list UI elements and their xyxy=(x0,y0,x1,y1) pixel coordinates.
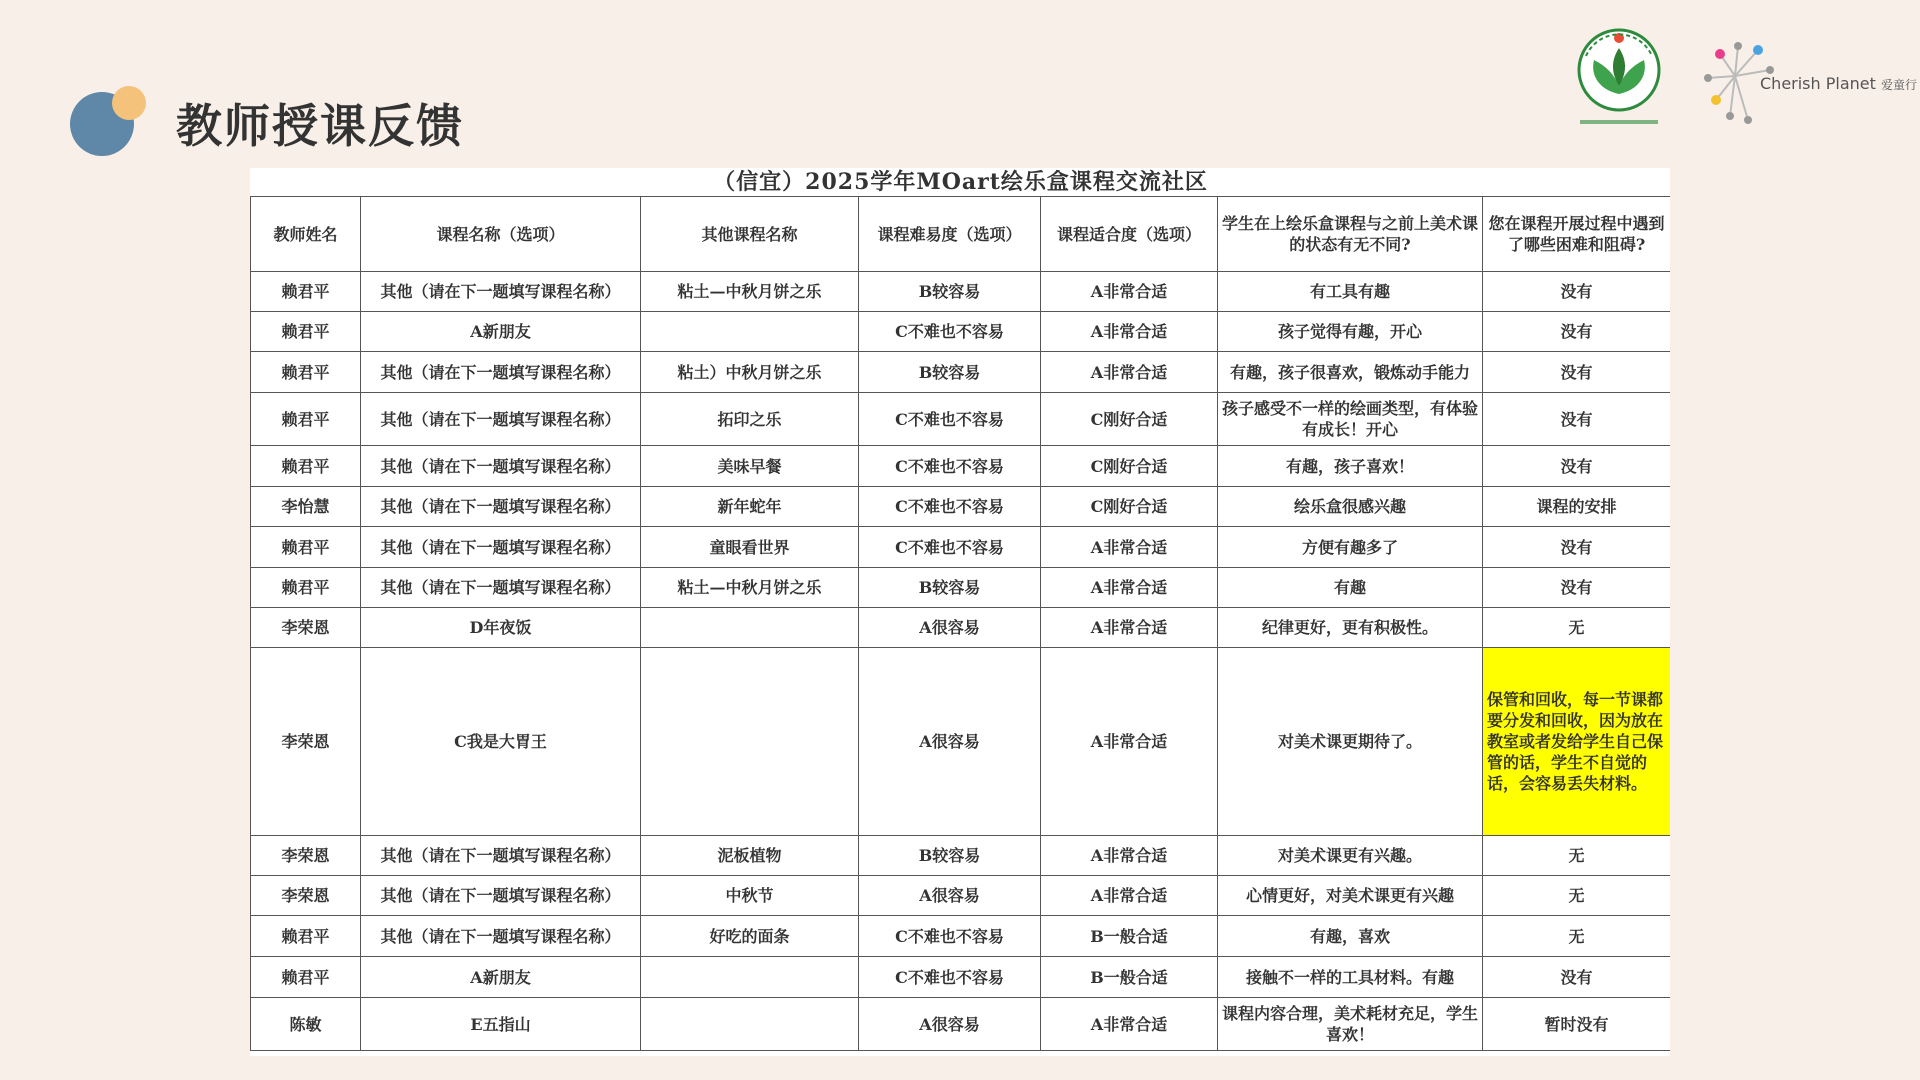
table-cell: 其他（请在下一题填写课程名称） xyxy=(361,272,641,312)
table-cell: B较容易 xyxy=(859,568,1041,608)
table-cell: 没有 xyxy=(1483,527,1671,568)
table-cell: B较容易 xyxy=(859,836,1041,876)
table-cell: A非常合适 xyxy=(1041,998,1218,1051)
table-cell: 好吃的面条 xyxy=(641,916,859,957)
table-cell: A很容易 xyxy=(859,876,1041,916)
table-cell: 李荣恩 xyxy=(251,608,361,648)
table-cell: A非常合适 xyxy=(1041,527,1218,568)
table-cell: C不难也不容易 xyxy=(859,916,1041,957)
table-cell: 其他（请在下一题填写课程名称） xyxy=(361,876,641,916)
table-cell: 无 xyxy=(1483,916,1671,957)
table-cell: C不难也不容易 xyxy=(859,312,1041,352)
table-body xyxy=(251,272,1671,1051)
table-cell: 其他（请在下一题填写课程名称） xyxy=(361,393,641,446)
table-cell: C不难也不容易 xyxy=(859,487,1041,527)
table-row xyxy=(251,876,1671,916)
table-caption: （信宜）2025学年MOart绘乐盒课程交流社区 xyxy=(251,168,1671,197)
table-cell: 美味早餐 xyxy=(641,446,859,487)
table-cell: 中秋节 xyxy=(641,876,859,916)
table-cell: A新朋友 xyxy=(361,957,641,998)
table-cell: 赖君平 xyxy=(251,446,361,487)
table-cell: 李荣恩 xyxy=(251,876,361,916)
table-cell: 没有 xyxy=(1483,446,1671,487)
table-cell: 其他（请在下一题填写课程名称） xyxy=(361,487,641,527)
table-cell: C不难也不容易 xyxy=(859,446,1041,487)
table-cell: C刚好合适 xyxy=(1041,487,1218,527)
table-cell: 没有 xyxy=(1483,312,1671,352)
table-cell: 其他（请在下一题填写课程名称） xyxy=(361,527,641,568)
table-cell xyxy=(641,998,859,1051)
table-cell: 其他（请在下一题填写课程名称） xyxy=(361,446,641,487)
table-cell: 李荣恩 xyxy=(251,836,361,876)
table-cell: 绘乐盒很感兴趣 xyxy=(1218,487,1483,527)
cherish-planet-name-cn: 爱童行 xyxy=(1881,78,1918,92)
table-cell: 无 xyxy=(1483,608,1671,648)
table-cell: B较容易 xyxy=(859,352,1041,393)
table-cell: D年夜饭 xyxy=(361,608,641,648)
table-cell: A非常合适 xyxy=(1041,876,1218,916)
table-cell: 方便有趣多了 xyxy=(1218,527,1483,568)
table-cell xyxy=(641,957,859,998)
table-cell: 赖君平 xyxy=(251,393,361,446)
table-cell: 童眼看世界 xyxy=(641,527,859,568)
table-cell: A非常合适 xyxy=(1041,312,1218,352)
table-cell: 有工具有趣 xyxy=(1218,272,1483,312)
table-cell xyxy=(641,312,859,352)
table-cell: C不难也不容易 xyxy=(859,393,1041,446)
table-row xyxy=(251,916,1671,957)
page-title: 教师授课反馈 xyxy=(176,99,464,153)
table-cell: A非常合适 xyxy=(1041,272,1218,312)
table-cell: 有趣 xyxy=(1218,568,1483,608)
table-cell: 没有 xyxy=(1483,272,1671,312)
table-cell: C不难也不容易 xyxy=(859,957,1041,998)
cherish-planet-wordmark xyxy=(1760,74,1917,93)
table-cell: 接触不一样的工具材料。有趣 xyxy=(1218,957,1483,998)
column-header: 您在课程开展过程中遇到了哪些困难和阻碍? xyxy=(1483,197,1671,272)
table-row xyxy=(251,272,1671,312)
table-cell: B较容易 xyxy=(859,272,1041,312)
table-cell: 泥板植物 xyxy=(641,836,859,876)
table-cell: 课程内容合理，美术耗材充足，学生喜欢！ xyxy=(1218,998,1483,1051)
table-cell: A非常合适 xyxy=(1041,568,1218,608)
table-cell: 无 xyxy=(1483,836,1671,876)
table-row xyxy=(251,836,1671,876)
table-cell: 粘土—中秋月饼之乐 xyxy=(641,272,859,312)
feedback-table-container xyxy=(250,168,1670,1056)
table-cell: 孩子感受不一样的绘画类型，有体验有成长！开心 xyxy=(1218,393,1483,446)
feedback-table xyxy=(250,168,1670,1051)
table-cell: 粘土—中秋月饼之乐 xyxy=(641,568,859,608)
table-cell: 没有 xyxy=(1483,568,1671,608)
table-row xyxy=(251,608,1671,648)
table-cell: 没有 xyxy=(1483,957,1671,998)
table-cell: 赖君平 xyxy=(251,527,361,568)
table-cell: A非常合适 xyxy=(1041,352,1218,393)
table-header-row xyxy=(251,197,1671,272)
table-cell: 课程的安排 xyxy=(1483,487,1671,527)
table-cell: 没有 xyxy=(1483,393,1671,446)
table-cell: 有趣，喜欢 xyxy=(1218,916,1483,957)
table-cell: A很容易 xyxy=(859,608,1041,648)
table-cell: 孩子觉得有趣，开心 xyxy=(1218,312,1483,352)
title-circle-orange xyxy=(112,86,146,120)
table-cell: 其他（请在下一题填写课程名称） xyxy=(361,836,641,876)
column-header: 课程适合度（选项） xyxy=(1041,197,1218,272)
table-row xyxy=(251,312,1671,352)
table-cell: 心情更好，对美术课更有兴趣 xyxy=(1218,876,1483,916)
table-cell: C刚好合适 xyxy=(1041,446,1218,487)
cherish-planet-name-en: Cherish Planet xyxy=(1760,74,1876,93)
table-cell: 赖君平 xyxy=(251,272,361,312)
table-cell: 赖君平 xyxy=(251,568,361,608)
table-cell: C不难也不容易 xyxy=(859,527,1041,568)
column-header: 课程名称（选项） xyxy=(361,197,641,272)
table-cell: B一般合适 xyxy=(1041,916,1218,957)
table-row xyxy=(251,957,1671,998)
table-cell: 赖君平 xyxy=(251,352,361,393)
table-cell: A非常合适 xyxy=(1041,836,1218,876)
table-cell: A很容易 xyxy=(859,998,1041,1051)
table-cell: E五指山 xyxy=(361,998,641,1051)
table-cell: 保管和回收，每一节课都要分发和回收，因为放在教室或者发给学生自己保管的话，学生不自觉的话，会容易丢失材料。 xyxy=(1483,648,1671,836)
table-row xyxy=(251,648,1671,836)
table-cell: 对美术课更有兴趣。 xyxy=(1218,836,1483,876)
table-cell: 赖君平 xyxy=(251,916,361,957)
table-cell: B一般合适 xyxy=(1041,957,1218,998)
table-cell: 其他（请在下一题填写课程名称） xyxy=(361,352,641,393)
table-cell: C我是大胃王 xyxy=(361,648,641,836)
cherish-planet-logo xyxy=(1700,20,1920,132)
table-cell xyxy=(641,608,859,648)
table-cell: 有趣，孩子喜欢！ xyxy=(1218,446,1483,487)
column-header: 教师姓名 xyxy=(251,197,361,272)
table-cell: A新朋友 xyxy=(361,312,641,352)
table-cell: 李荣恩 xyxy=(251,648,361,836)
column-header: 学生在上绘乐盒课程与之前上美术课的状态有无不同? xyxy=(1218,197,1483,272)
table-cell: 其他（请在下一题填写课程名称） xyxy=(361,916,641,957)
column-header: 其他课程名称 xyxy=(641,197,859,272)
table-cell: A非常合适 xyxy=(1041,608,1218,648)
table-row xyxy=(251,568,1671,608)
table-cell: 粘土）中秋月饼之乐 xyxy=(641,352,859,393)
table-cell: 对美术课更期待了。 xyxy=(1218,648,1483,836)
table-cell: A非常合适 xyxy=(1041,648,1218,836)
table-cell: 没有 xyxy=(1483,352,1671,393)
table-row xyxy=(251,446,1671,487)
table-cell: C刚好合适 xyxy=(1041,393,1218,446)
table-row xyxy=(251,393,1671,446)
table-cell: 李怡慧 xyxy=(251,487,361,527)
orphan-education-society-logo xyxy=(1560,16,1678,134)
table-cell: 其他（请在下一题填写课程名称） xyxy=(361,568,641,608)
table-cell: 有趣，孩子很喜欢，锻炼动手能力 xyxy=(1218,352,1483,393)
table-row xyxy=(251,527,1671,568)
table-cell: 纪律更好，更有积极性。 xyxy=(1218,608,1483,648)
table-cell: 拓印之乐 xyxy=(641,393,859,446)
table-row xyxy=(251,998,1671,1051)
table-row xyxy=(251,352,1671,393)
table-cell: 新年蛇年 xyxy=(641,487,859,527)
table-cell: 赖君平 xyxy=(251,312,361,352)
column-header: 课程难易度（选项） xyxy=(859,197,1041,272)
table-cell: A很容易 xyxy=(859,648,1041,836)
table-cell: 陈敏 xyxy=(251,998,361,1051)
table-cell xyxy=(641,648,859,836)
table-cell: 无 xyxy=(1483,876,1671,916)
table-row xyxy=(251,487,1671,527)
table-cell: 暂时没有 xyxy=(1483,998,1671,1051)
table-cell: 赖君平 xyxy=(251,957,361,998)
